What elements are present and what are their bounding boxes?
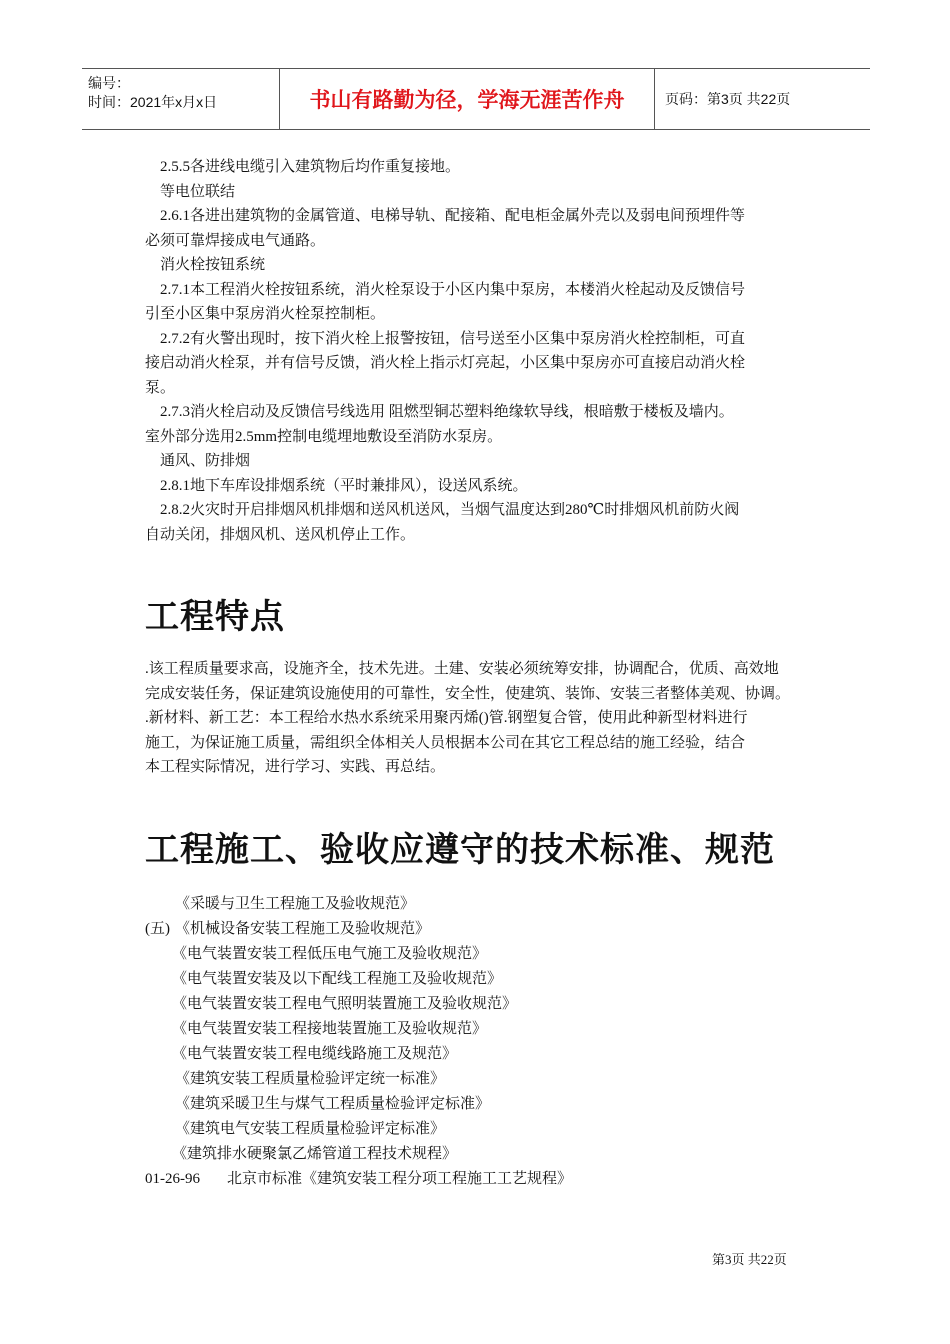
list-item: 《建筑排水硬聚氯乙烯管道工程技术规程》 — [172, 1145, 458, 1162]
paragraph: 室外部分选用2.5mm控制电缆埋地敷设至消防水泵房。 — [145, 428, 503, 445]
paragraph: 必须可靠焊接成电气通路。 — [145, 232, 326, 249]
page-footer: 第3页 共22页 — [712, 1252, 787, 1267]
paragraph: 施工，为保证施工质量，需组织全体相关人员根据本公司在其它工程总结的施工经验，结合 — [145, 734, 746, 751]
paragraph: 2.7.1本工程消火栓按钮系统，消火栓泵设于小区内集中泵房，本楼消火栓起动及反馈信号 — [160, 281, 746, 298]
subheading: 等电位联结 — [160, 183, 236, 200]
list-item: 《电气装置安装及以下配线工程施工及验收规范》 — [172, 970, 503, 987]
paragraph: .新材料、新工艺：本工程给水热水系统采用聚丙烯()管.钢塑复合管，使用此种新型材料进行 — [145, 710, 748, 726]
list-item: 《电气装置安装工程接地装置施工及验收规范》 — [172, 1020, 488, 1037]
list-item: (五) 《机械设备安装工程施工及验收规范》 — [145, 920, 431, 937]
paragraph: 引至小区集中泵房消火栓泵控制柜。 — [145, 306, 386, 322]
paragraph: 2.7.2有火警出现时，按下消火栓上报警按钮，信号送至小区集中泵房消火栓控制柜，可直 — [160, 330, 746, 347]
paragraph: 2.5.5各进线电缆引入建筑物后均作重复接地。 — [160, 159, 461, 175]
paragraph: 2.7.3消火栓启动及反馈信号线选用 阻燃型铜芯塑料绝缘软导线，根暗敷于楼板及墙内。 — [160, 404, 734, 420]
paragraph: 完成安装任务，保证建筑设施使用的可靠性，安全性，使建筑、装饰、安装三者整体美观、协调。 — [145, 685, 791, 702]
subheading: 通风、防排烟 — [160, 453, 251, 469]
header-motto: 书山有路勤为径，学海无涯苦作舟 — [280, 69, 655, 129]
standards-list — [145, 892, 815, 1192]
paragraph: 2.6.1各进出建筑物的金属管道、电梯导轨、配接箱、配电柜金属外壳以及弱电间预埋件等 — [160, 208, 746, 224]
list-item: 《电气装置安装工程电气照明装置施工及验收规范》 — [172, 995, 518, 1012]
section1-body — [145, 657, 815, 780]
section-title: 工程施工、验收应遵守的技术标准、规范 — [145, 829, 775, 870]
header-page-label: 页码：第3页 共22页 — [665, 91, 791, 107]
document-content — [145, 155, 815, 1192]
paragraph: 接启动消火栓泵，并有信号反馈，消火栓上指示灯亮起，小区集中泵房亦可直接启动消火栓 — [145, 355, 746, 371]
paragraph: 2.8.2火灾时开启排烟风机排烟和送风机送风，当烟气温度达到280℃时排烟风机前防火阀 — [160, 502, 740, 518]
list-item: 《建筑电气安装工程质量检验评定标准》 — [175, 1120, 446, 1137]
subheading: 消火栓按钮系统 — [160, 257, 266, 273]
body-block — [145, 155, 815, 547]
list-item: 《采暖与卫生工程施工及验收规范》 — [175, 895, 416, 912]
paragraph: 本工程实际情况，进行学习、实践、再总结。 — [145, 759, 446, 775]
list-item: 《建筑采暖卫生与煤气工程质量检验评定标准》 — [175, 1095, 491, 1112]
list-item: 《电气装置安装工程低压电气施工及验收规范》 — [172, 945, 488, 962]
list-item: 《建筑安装工程质量检验评定统一标准》 — [175, 1070, 446, 1087]
section-title: 工程特点 — [145, 597, 285, 637]
date-label: 时间：2021年x月x日 — [88, 94, 218, 110]
code-label: 编号： — [88, 75, 130, 91]
paragraph: 泵。 — [145, 379, 176, 396]
page-header — [82, 68, 870, 130]
list-item: 《电气装置安装工程电缆线路施工及规范》 — [172, 1045, 458, 1062]
header-meta — [82, 69, 280, 129]
list-item: 01-26-96 北京市标准《建筑安装工程分项工程施工工艺规程》 — [145, 1170, 573, 1187]
paragraph: 自动关闭，排烟风机、送风机停止工作。 — [145, 526, 416, 543]
paragraph: .该工程质量要求高，设施齐全，技术先进。土建、安装必须统筹安排，协调配合，优质、高效地 — [145, 661, 779, 677]
paragraph: 2.8.1地下车库设排烟系统（平时兼排风），设送风系统。 — [160, 477, 528, 494]
